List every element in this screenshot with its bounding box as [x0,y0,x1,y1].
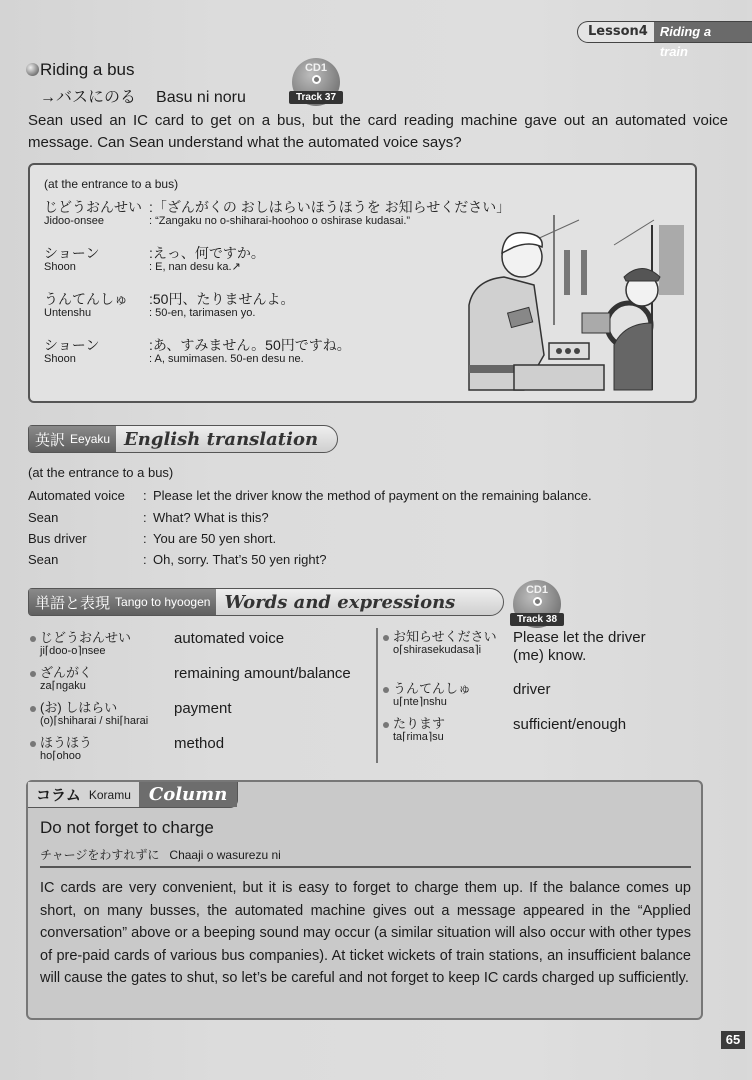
translation-row: Sean : Oh, sorry. That’s 50 yen right? [28,552,327,567]
translation-scene: (at the entrance to a bus) [28,465,174,480]
cd-hole-icon [533,597,542,606]
dialogue-line: うんてんしゅ Untenshu :50円、たりませんよ。 : 50-en, tarimasen yo. [44,291,295,319]
column-tab: コラム Koramu Column [28,782,238,808]
dialogue-line: ショーン Shoon :あ、すみません。50円ですね。 : A, sumimasen. 50-en desu ne. [44,337,351,365]
bullet-icon [30,671,36,677]
section-title: Riding a bus [26,60,135,80]
column-title: Do not forget to charge [40,818,214,837]
vocab-item: たります ta⌈rima⌉su sufficient/enough [383,716,445,744]
dialogue-scene: (at the entrance to a bus) [44,177,179,191]
intro-paragraph: Sean used an IC card to get on a bus, but the card reading machine gave out an automated voice message. Can Sean understand what the automated voice says? [28,112,728,151]
column-rule [40,866,691,868]
page-number: 65 [721,1031,745,1049]
column-divider [376,628,378,763]
bus-fare-illustration [464,215,689,390]
column-subtitle: チャージをわすれずに Chaaji o wasurezu ni [40,848,281,862]
vocab-item: (お) しはらい (o)⌈shiharai / shi⌈harai payment [30,700,148,728]
column-box [26,780,703,1020]
dialogue-box [28,163,697,403]
vocab-item: ざんがく za⌈ngaku remaining amount/balance [30,665,92,693]
bullet-icon [383,635,389,641]
translation-row: Sean : What? What is this? [28,510,269,525]
vocab-item: ほうほう ho⌈ohoo method [30,735,92,763]
bullet-icon [30,636,36,642]
cd-track-icon[interactable]: CD1 Track 37 [292,58,340,106]
bullet-icon [30,706,36,712]
dialogue-line: ショーン Shoon :えっ、何ですか。 : E, nan desu ka.↗ [44,245,265,273]
vocab-item: じどうおんせい ji⌈doo-o⌉nsee automated voice [30,630,131,658]
lesson-header-tab [577,21,752,59]
bullet-icon [383,722,389,728]
translation-banner: 英訳 Eeyaku English translation [28,425,338,453]
bullet-icon [30,741,36,747]
lesson-title: Riding a train [654,22,752,42]
lesson-label: Lesson4 [588,24,648,39]
dialogue-line: じどうおんせい Jidoo-onsee :「ざんがくの おしはらいほうほうを お知らせください」 : “Zangaku no o-shiharai-hoohoo o oshirase kudasai.” [44,199,511,227]
translation-row: Automated voice : Please let the driver know the method of payment on the remaining balance. [28,488,592,503]
translation-row: Bus driver : You are 50 yen short. [28,531,277,546]
column-body: IC cards are very convenient, but it is easy to forget to charge them up. If the balance comes up short, on many busses, the automated machine gives out a message appeared in the “Applied conversation” above or a beeping sound may occur (a similar situation will also occur with other types of pre-paid cards of various bus companies). At ticket wickets of train stations, an insufficient balance will cause the gates to shut, so let’s be careful and not forget to keep IC cards charged up sufficiently. [40,880,691,986]
bullet-icon [383,687,389,693]
cd-hole-icon [312,75,321,84]
bullet-icon [26,63,39,76]
vocab-item: お知らせください o⌈shirasekudasa⌉i Please let the driver (me) know. [383,629,497,657]
section-subtitle: →バスにのる Basu ni noru [40,89,246,106]
vocab-item: うんてんしゅ u⌈nte⌉nshu driver [383,681,471,709]
cd-track-icon[interactable]: CD1 Track 38 [513,580,561,628]
words-banner: 単語と表現 Tango to hyoogen Words and expressions [28,588,504,616]
